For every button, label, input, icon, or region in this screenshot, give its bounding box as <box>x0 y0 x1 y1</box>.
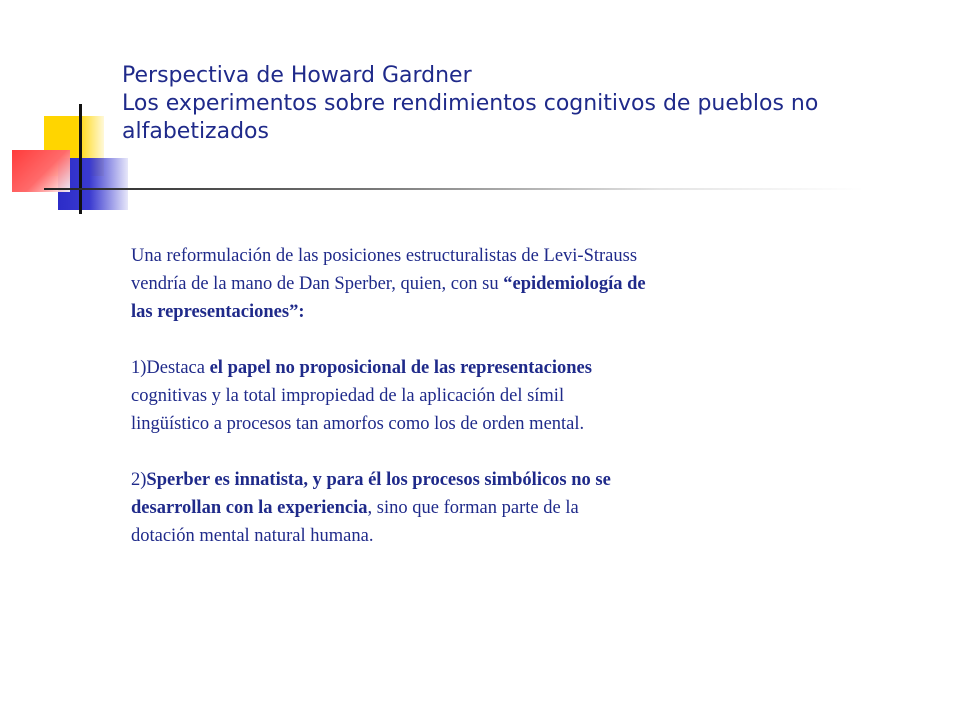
point-2-paragraph <box>131 466 831 550</box>
slide-body <box>131 242 831 550</box>
title-line-1: Perspectiva de Howard Gardner <box>122 63 472 88</box>
intro-line-1: Una reformulación de las posiciones estructuralistas de Levi-Strauss <box>131 246 638 266</box>
slide-title <box>122 62 882 146</box>
intro-paragraph <box>131 242 831 326</box>
point-2-line-2-rest: , sino que forman parte de la <box>367 498 579 518</box>
intro-bold-term: “epidemiología de <box>503 274 646 294</box>
point-2-prefix: 2) <box>131 470 147 490</box>
vertical-line-decoration <box>79 104 82 214</box>
intro-line-2a: vendría de la mano de Dan Sperber, quien, con su <box>131 274 504 294</box>
point-2-bold-2: desarrollan con la experiencia <box>131 498 368 518</box>
red-square-decoration <box>12 150 70 192</box>
point-2-bold-1: Sperber es innatista, y para él los procesos simbólicos no se <box>146 470 611 490</box>
point-1-line-2: cognitivas y la total impropiedad de la aplicación del símil <box>131 386 565 406</box>
intro-line-3: las representaciones”: <box>131 302 305 322</box>
point-1-paragraph <box>131 354 831 438</box>
decorative-logo <box>0 0 140 230</box>
point-1-prefix: 1)Destaca <box>131 358 210 378</box>
title-line-3: alfabetizados <box>122 119 269 144</box>
point-2-line-3: dotación mental natural humana. <box>131 526 374 546</box>
point-1-bold: el papel no proposicional de las representaciones <box>209 358 592 378</box>
title-line-2: Los experimentos sobre rendimientos cognitivos de pueblos no <box>122 91 819 116</box>
title-divider-line <box>44 188 864 190</box>
point-1-line-3: lingüístico a procesos tan amorfos como los de orden mental. <box>131 414 585 434</box>
